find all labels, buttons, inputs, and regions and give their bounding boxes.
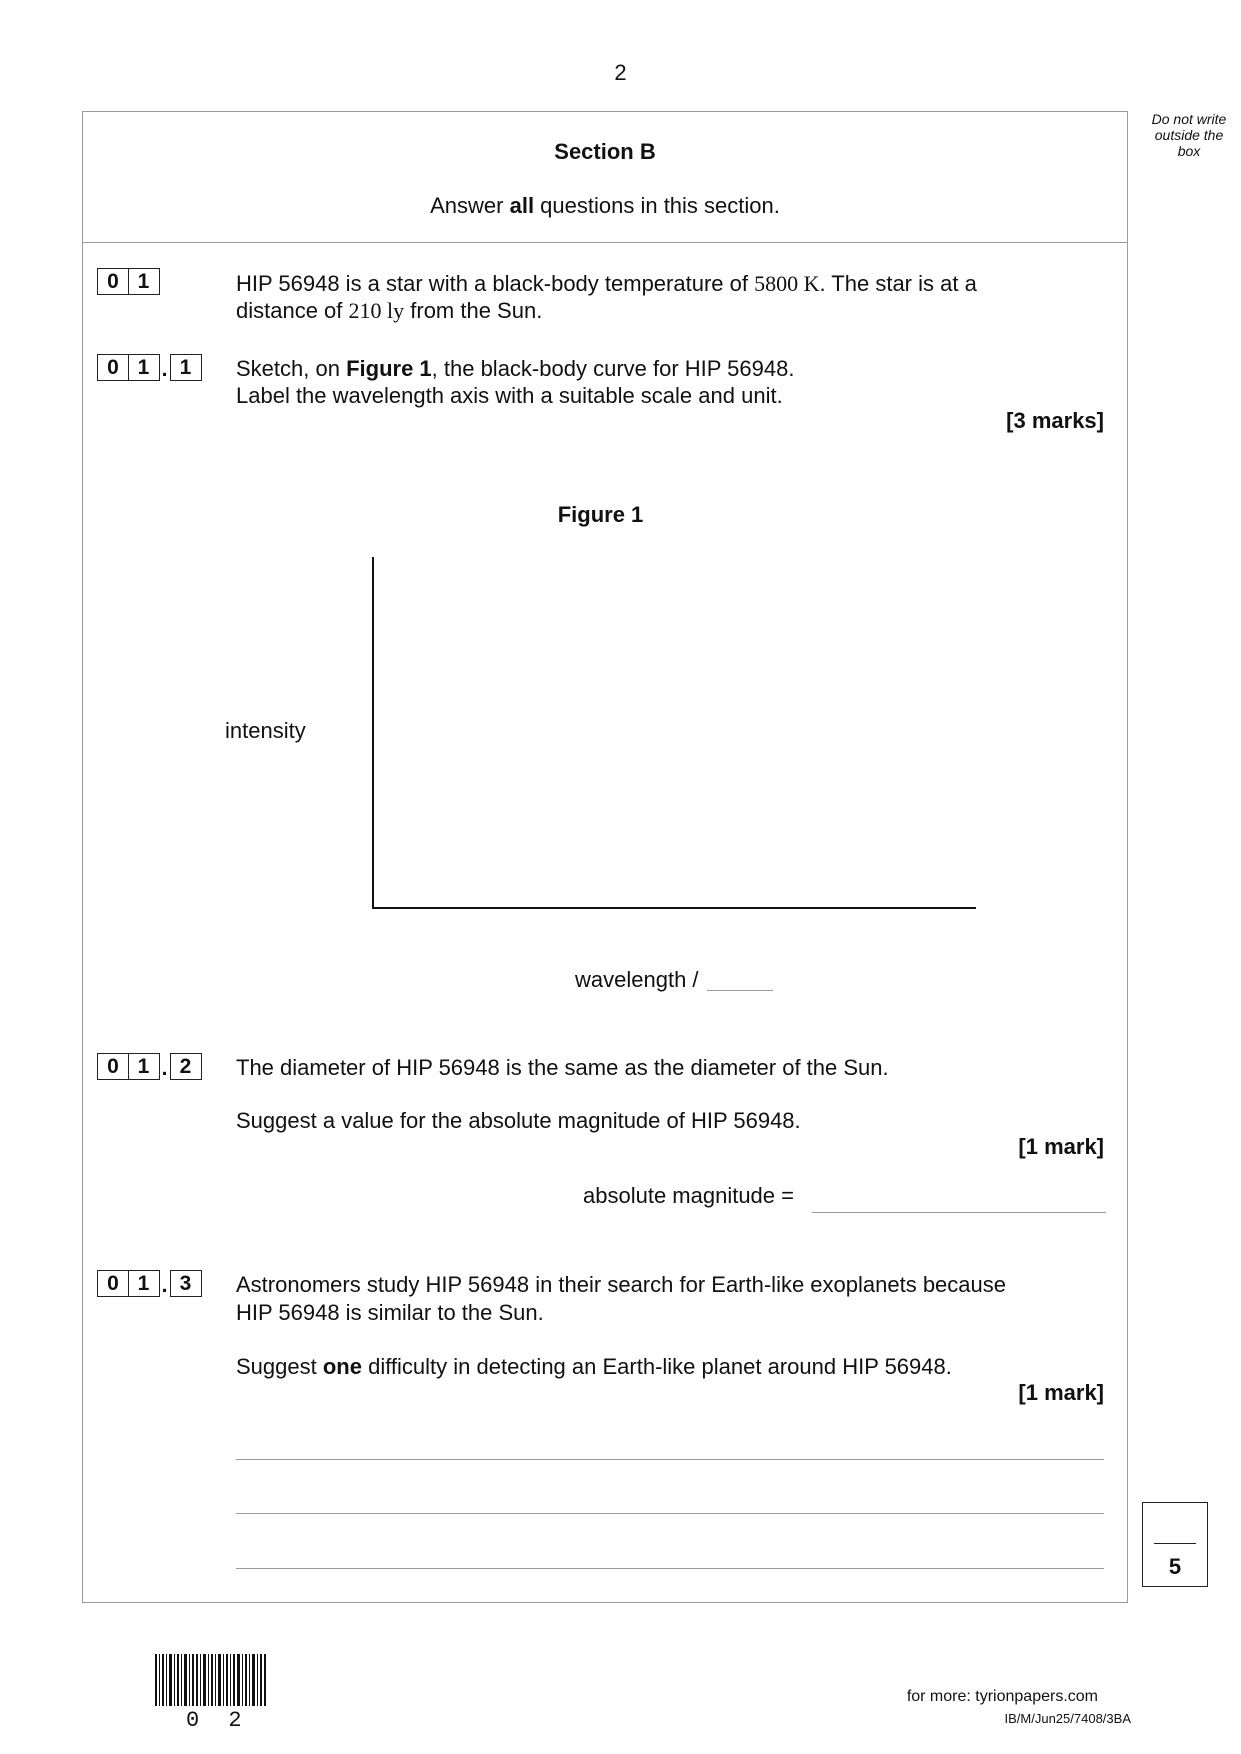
answer-line[interactable] xyxy=(236,1513,1104,1514)
figure-title: Figure 1 xyxy=(557,502,644,527)
question-digit: 1 xyxy=(170,354,202,381)
question-digit: 3 xyxy=(170,1270,202,1297)
q013-marks: [1 mark] xyxy=(1018,1380,1104,1405)
page-number: 2 xyxy=(614,60,627,85)
answer-line[interactable] xyxy=(236,1459,1104,1460)
question-digit: 1 xyxy=(128,268,160,295)
question-digit: 2 xyxy=(170,1053,202,1080)
q012-line-2: Suggest a value for the absolute magnitude of HIP 56948. xyxy=(236,1108,801,1133)
absolute-magnitude-answer-line[interactable] xyxy=(812,1212,1106,1213)
x-axis-label: wavelength / xyxy=(575,967,699,992)
question-digit: 1 xyxy=(128,1270,160,1297)
question-number-01-2 xyxy=(97,1053,202,1080)
q012-marks: [1 mark] xyxy=(1018,1134,1104,1159)
margin-note-line: Do not write xyxy=(1151,111,1227,127)
question-digit: 0 xyxy=(97,1270,129,1297)
q01-stem-line-2: distance of 210 ly from the Sun. xyxy=(236,298,543,323)
q013-line-1: Astronomers study HIP 56948 in their search for Earth-like exoplanets because xyxy=(236,1272,1006,1297)
y-axis-label: intensity xyxy=(225,718,306,743)
barcode-icon xyxy=(155,1654,267,1706)
question-digit: 0 xyxy=(97,354,129,381)
barcode-number: 0 2 xyxy=(186,1708,250,1733)
question-number-01 xyxy=(97,268,160,295)
figure-reference: Figure 1 xyxy=(346,356,432,381)
distance-value: 210 ly xyxy=(348,298,405,323)
score-line xyxy=(1154,1543,1196,1544)
question-digit: 1 xyxy=(128,354,160,381)
temperature-value: 5800 K xyxy=(754,271,820,296)
question-digit: 0 xyxy=(97,1053,129,1080)
q012-line-1: The diameter of HIP 56948 is the same as the diameter of the Sun. xyxy=(236,1055,889,1080)
q011-marks: [3 marks] xyxy=(1006,408,1104,433)
margin-note-line: outside the xyxy=(1154,127,1224,143)
question-digit: 1 xyxy=(128,1053,160,1080)
footer-paper-code: IB/M/Jun25/7408/3BA xyxy=(1004,1711,1131,1726)
section-title: Section B xyxy=(554,139,656,164)
absolute-magnitude-label: absolute magnitude = xyxy=(583,1183,794,1208)
instruction-emphasis: all xyxy=(509,193,535,218)
q011-line-1: Sketch, on Figure 1, the black-body curve for HIP 56948. xyxy=(236,356,795,381)
q013-line-3: Suggest one difficulty in detecting an Earth-like planet around HIP 56948. xyxy=(236,1354,952,1379)
q011-line-2: Label the wavelength axis with a suitable scale and unit. xyxy=(236,383,783,408)
question-number-01-3 xyxy=(97,1270,202,1297)
emphasis-one: one xyxy=(322,1354,362,1379)
margin-note-line: box xyxy=(1177,143,1201,159)
figure-axes[interactable] xyxy=(370,555,980,915)
margin-note xyxy=(1135,111,1241,159)
question-dot: . xyxy=(161,1057,168,1080)
section-instruction: Answer all questions in this section. xyxy=(430,193,780,218)
q013-line-2: HIP 56948 is similar to the Sun. xyxy=(236,1300,544,1325)
q01-stem-line-1: HIP 56948 is a star with a black-body temperature of 5800 K. The star is at a xyxy=(236,271,977,296)
answer-line[interactable] xyxy=(236,1568,1104,1569)
question-dot: . xyxy=(161,358,168,381)
question-number-01-1 xyxy=(97,354,202,381)
question-digit: 0 xyxy=(97,268,129,295)
page-score-total: 5 xyxy=(1168,1554,1182,1579)
section-divider xyxy=(82,242,1128,243)
question-dot: . xyxy=(161,1274,168,1297)
unit-answer-line[interactable] xyxy=(707,990,773,991)
footer-link-text: for more: tyrionpapers.com xyxy=(906,1688,1098,1705)
